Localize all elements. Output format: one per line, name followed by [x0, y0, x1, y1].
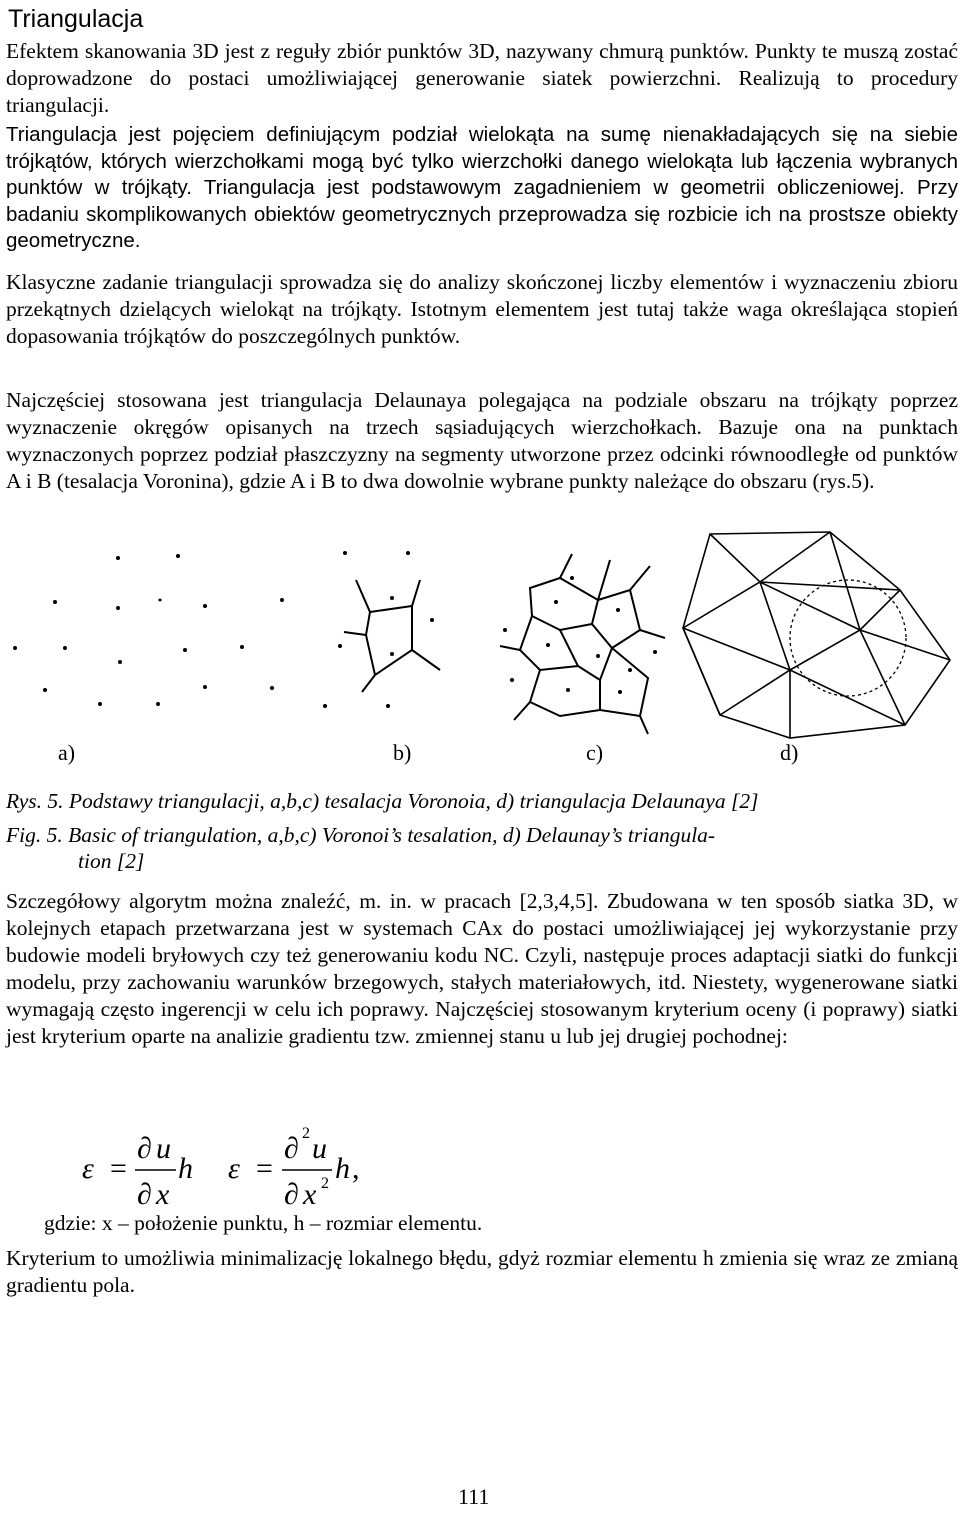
- formula-h-1: h: [178, 1152, 193, 1185]
- figure-b-voronoi: [323, 551, 440, 708]
- formula-sup-den: 2: [321, 1175, 329, 1192]
- figure-c-voronoi: [500, 554, 665, 734]
- page-number: 111: [458, 1484, 490, 1509]
- paragraph-intro: Efektem skanowania 3D jest z reguły zbiór punktów 3D, nazywany chmurą punktów. Punkty te muszą zostać doprowadzone do postaci umożliwiającej generowanie siatek powierzchni. Realizują to procedury triangulacji.: [6, 39, 958, 117]
- paragraph-algorithm: Szczegółowy algorytm można znaleźć, m. in. w pracach [2,3,4,5]. Zbudowana w ten sposób siatka 3D, w kolejnych etapach przetwarzana jest w systemach CAx do postaci umożliwiającej jej wykorzystanie przy budowie modeli bryłowych czy też generowaniu kodu NC. Czyli, następuje proces adaptacji siatki do funkcji modelu, przy zachowaniu warunków brzegowych, stałych materiałowych, itd. Niestety, wygenerowane siatki wymagają często ingerencji w celu ich poprawy. Najczęściej stosowanym kryterium oceny (i poprawy) siatki jest kryterium oparte na analizie gradientu tzw. zmiennej stanu u lub jej drugiej pochodnej:: [6, 889, 958, 1048]
- figure-caption-en: Fig. 5. Basic of triangulation, a,b,c) Voronoi’s tesalation, d) Delaunay’s triangula-: [6, 823, 716, 847]
- formula-equals-2: =: [256, 1152, 273, 1185]
- figure-label-c: c): [586, 740, 604, 765]
- gradient-criterion-formula: [0, 1120, 700, 1210]
- formula-u-1: u: [156, 1132, 171, 1165]
- figure-triangulation: [0, 520, 960, 740]
- formula-u-2: u: [312, 1132, 327, 1165]
- figure-caption-en-continued: tion [2]: [78, 849, 145, 873]
- formula-h-2: h: [335, 1152, 350, 1185]
- formula-legend: gdzie: x – położenie punktu, h – rozmiar elementu.: [44, 1211, 483, 1235]
- paragraph-definition: Triangulacja jest pojęciem definiującym podział wielokąta na sumę nienakładających się na siebie trójkątów, których wierzchołkami mogą być tylko wierzchołki danego wielokąta lub łączenia wybranych punktów w trójkąty. Triangulacja jest podstawowym zagadnieniem w geometrii obliczeniowej. Przy badaniu skomplikowanych obiektów geometrycznych przeprowadza się rozbicie ich na prostsze obiekty geometryczne.: [6, 123, 958, 252]
- figure-label-b: b): [393, 740, 412, 765]
- formula-sup-num: 2: [302, 1125, 310, 1142]
- figure-caption-pl: Rys. 5. Podstawy triangulacji, a,b,c) tesalacja Voronoia, d) triangulacja Delaunaya [2]: [6, 789, 759, 813]
- figure-label-a: a): [58, 740, 76, 765]
- formula-epsilon-2: ε: [228, 1152, 240, 1185]
- paragraph-classic-task: Klasyczne zadanie triangulacji sprowadza się do analizy skończonej liczby elementów i wyznaczeniu zbioru przekątnych dzielących wielokąt na trójkąty. Istotnym elementem jest tutaj także waga określająca stopień dopasowania trójkątów do poszczególnych punktów.: [6, 270, 958, 348]
- formula-partial-den-2: ∂: [284, 1178, 299, 1210]
- formula-partial-num-1: ∂: [137, 1132, 152, 1165]
- paragraph-criterion: Kryterium to umożliwia minimalizację lokalnego błędu, gdyż rozmiar elementu h zmienia się wraz ze zmianą gradientu pola.: [6, 1246, 958, 1297]
- formula-comma: ,: [352, 1152, 360, 1185]
- figure-label-d: d): [780, 740, 799, 765]
- figure-d-delaunay: [683, 532, 950, 738]
- figure-a-points: [13, 554, 284, 706]
- formula-equals-1: =: [110, 1152, 127, 1185]
- formula-x-1: x: [156, 1178, 170, 1210]
- formula-epsilon-1: ε: [82, 1152, 94, 1185]
- formula-partial-den-1: ∂: [137, 1178, 152, 1210]
- paragraph-delaunay: Najczęściej stosowana jest triangulacja Delaunaya polegająca na podziale obszaru na trójkąty poprzez wyznaczenie okręgów opisanych na trzech sąsiadujących wierzchołkach. Bazuje ona na punktach wyznaczonych poprzez podział płaszczyzny na segmenty utworzone przez odcinki równoodległe od punktów A i B (tesalacja Voronina), gdzie A i B to dwa dowolnie wybrane punkty należące do obszaru (rys.5).: [6, 388, 958, 493]
- formula-x-2: x: [303, 1178, 317, 1210]
- formula-partial-num-2: ∂: [284, 1132, 299, 1165]
- section-heading: Triangulacja: [8, 5, 144, 33]
